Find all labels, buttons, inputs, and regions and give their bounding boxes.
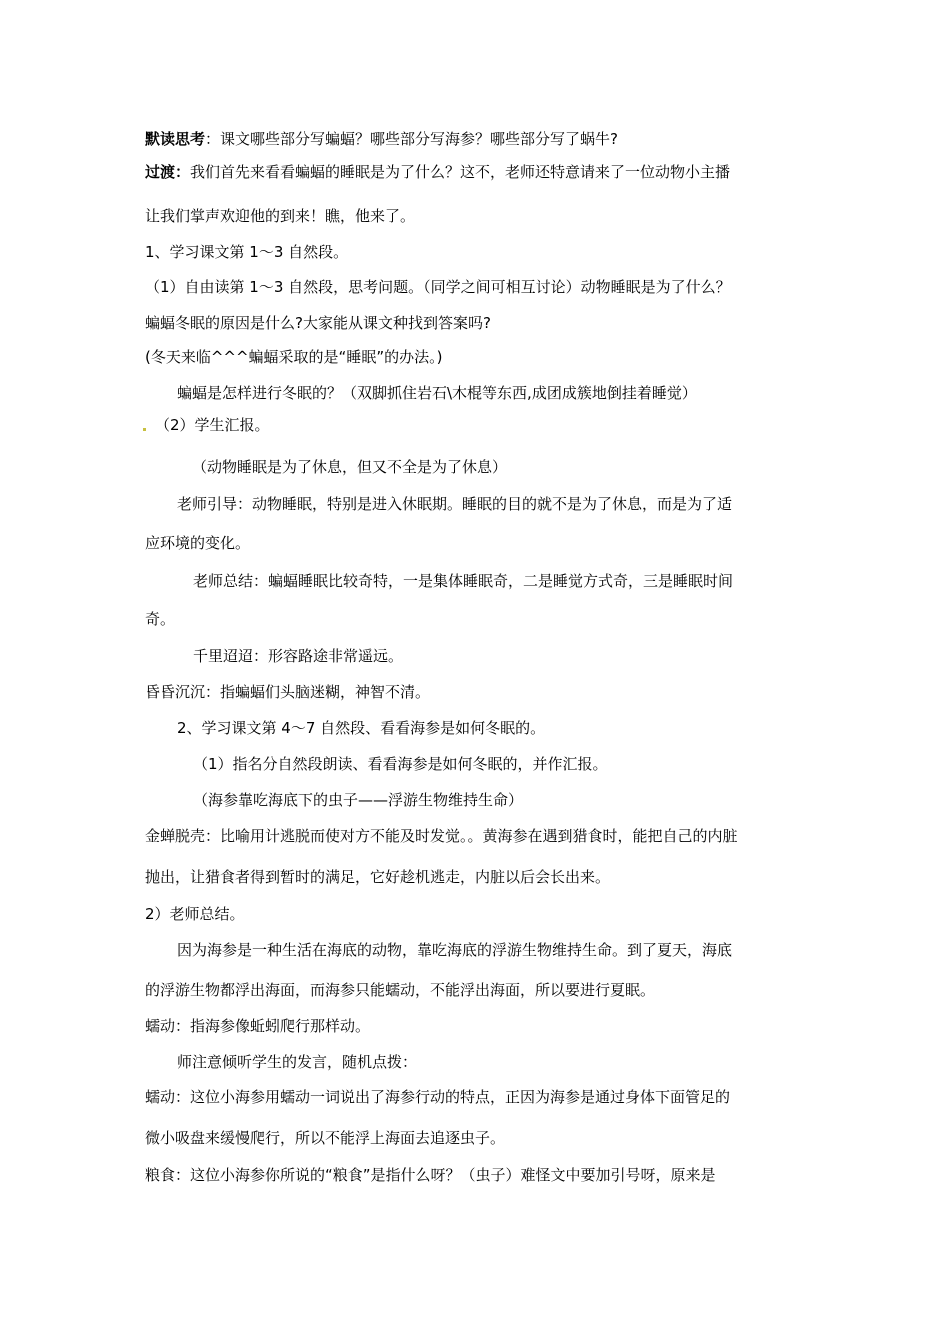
line-10 xyxy=(192,457,507,477)
line-15-text: 千里迢迢：形容路途非常遥远。 xyxy=(193,647,404,665)
line-15 xyxy=(193,646,403,666)
line-3-text: 让我们掌声欢迎他的到来！瞧，他来了。 xyxy=(145,207,416,225)
line-26 xyxy=(177,1052,417,1072)
line-11 xyxy=(177,494,732,514)
mark-dot xyxy=(143,428,146,431)
line-3 xyxy=(145,206,415,226)
line-20-text: 金蝉脱壳：比喻用计逃脱而使对方不能及时发觉。。黄海参在遇到猎食时，能把自己的内脏 xyxy=(145,827,738,845)
line-5-text: （1）自由读第 1～3 自然段，思考问题。（同学之间可相互讨论）动物睡眠是为了什么？ xyxy=(145,278,731,296)
line-2 xyxy=(145,162,807,182)
line-8-text: 蝙蝠是怎样进行冬眠的？（双脚抓住岩石\木棍等东西,成团成簇地倒挂着睡觉） xyxy=(177,384,697,402)
line-26-text: 师注意倾听学生的发言，随机点拨： xyxy=(177,1053,418,1071)
line-22 xyxy=(145,904,245,924)
line-21-text: 抛出，让猎食者得到暂时的满足，它好趁机逃走，内脏以后会长出来。 xyxy=(145,868,611,886)
line-19-text: （海参靠吃海底下的虫子——浮游生物维持生命） xyxy=(193,791,524,809)
line-13 xyxy=(193,571,733,591)
line-6 xyxy=(145,313,491,333)
line-7 xyxy=(145,347,442,367)
line-1-lead: 默读思考 xyxy=(145,130,206,148)
line-18-text: （1）指名分自然段朗读、看看海参是如何冬眠的，并作汇报。 xyxy=(193,755,608,773)
line-18 xyxy=(193,754,608,774)
line-29 xyxy=(145,1165,716,1185)
line-10-text: （动物睡眠是为了休息，但又不全是为了休息） xyxy=(192,458,508,476)
line-9 xyxy=(155,415,270,435)
line-29-text: 粮食：这位小海参你所说的“粮食”是指什么呀？（虫子）难怪文中要加引号呀，原来是 xyxy=(145,1166,716,1184)
line-17 xyxy=(177,718,545,738)
line-28-text: 微小吸盘来缓慢爬行，所以不能浮上海面去追逐虫子。 xyxy=(145,1129,506,1147)
line-6-text: 蝙蝠冬眠的原因是什么?大家能从课文种找到答案吗? xyxy=(145,314,491,332)
line-13-text: 老师总结：蝙蝠睡眠比较奇特，一是集体睡眠奇，二是睡觉方式奇，三是睡眠时间 xyxy=(193,572,734,590)
line-2-lead: 过渡： xyxy=(145,163,191,181)
line-1-text: ：课文哪些部分写蝙蝠？哪些部分写海参？哪些部分写了蜗牛? xyxy=(205,130,618,148)
line-16 xyxy=(145,682,430,702)
line-4-text: 1、学习课文第 1～3 自然段。 xyxy=(145,243,349,261)
line-7-text: (冬天来临^^^蝙蝠采取的是“睡眠”的办法。) xyxy=(145,348,443,366)
line-9-text: （2）学生汇报。 xyxy=(155,416,270,434)
line-25-text: 蠕动：指海参像蚯蚓爬行那样动。 xyxy=(145,1017,371,1035)
line-16-text: 昏昏沉沉：指蝙蝠们头脑迷糊，神智不清。 xyxy=(145,683,431,701)
line-17-text: 2、学习课文第 4～7 自然段、看看海参是如何冬眠的。 xyxy=(177,719,546,737)
line-12 xyxy=(145,533,250,553)
line-28 xyxy=(145,1128,505,1148)
line-19 xyxy=(193,790,523,810)
line-11-text: 老师引导：动物睡眠，特别是进入休眠期。睡眠的目的就不是为了休息，而是为了适 xyxy=(177,495,733,513)
line-23-text: 因为海参是一种生活在海底的动物，靠吃海底的浮游生物维持生命。到了夏天，海底 xyxy=(177,941,733,959)
line-22-text: 2）老师总结。 xyxy=(145,905,245,923)
line-12-text: 应环境的变化。 xyxy=(145,534,251,552)
line-2-text: 我们首先来看看蝙蝠的睡眠是为了什么？这不，老师还特意请来了一位动物小主播 xyxy=(190,163,731,181)
line-8 xyxy=(177,383,697,403)
line-24-text: 的浮游生物都浮出海面，而海参只能蠕动，不能浮出海面，所以要进行夏眠。 xyxy=(145,981,656,999)
line-27 xyxy=(145,1087,730,1107)
line-24 xyxy=(145,980,655,1000)
line-20 xyxy=(145,826,738,846)
line-21 xyxy=(145,867,610,887)
line-23 xyxy=(177,940,732,960)
line-4 xyxy=(145,242,348,262)
line-27-text: 蠕动：这位小海参用蠕动一词说出了海参行动的特点，正因为海参是通过身体下面管足的 xyxy=(145,1088,731,1106)
line-5 xyxy=(145,277,731,297)
line-1 xyxy=(145,129,618,149)
line-14-text: 奇。 xyxy=(145,610,176,628)
line-14 xyxy=(145,609,175,629)
line-25 xyxy=(145,1016,370,1036)
